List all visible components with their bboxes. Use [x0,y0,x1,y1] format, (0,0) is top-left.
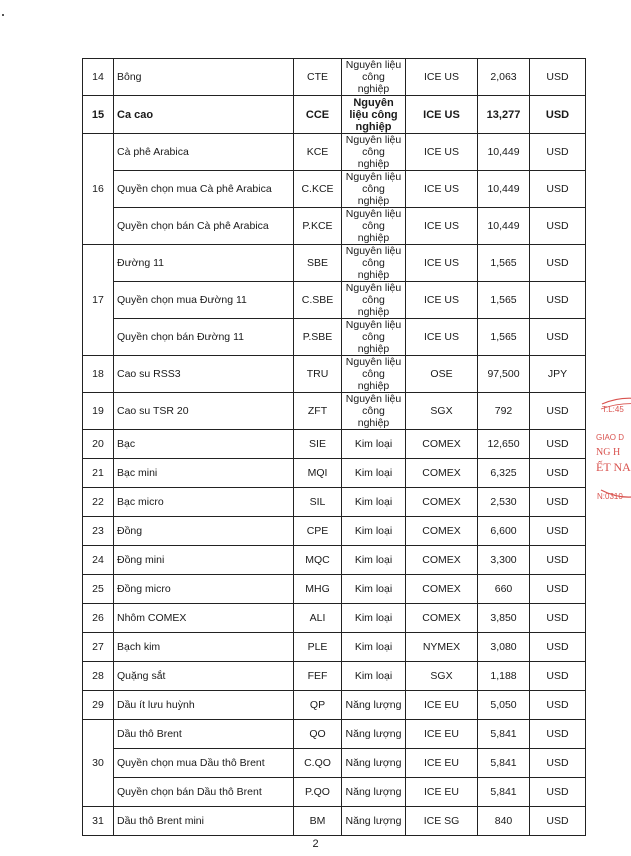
exchange: ICE EU [406,720,478,749]
commodity-code: C.SBE [294,282,342,319]
commodity-code: MHG [294,575,342,604]
margin-value: 13,277 [478,96,530,134]
commodity-name: Dầu thô Brent mini [114,807,294,836]
margin-value: 6,325 [478,459,530,488]
commodity-group: Năng lượng [342,691,406,720]
margin-value: 5,841 [478,778,530,807]
margin-value: 12,650 [478,430,530,459]
margin-value: 10,449 [478,134,530,171]
commodity-code: C.QO [294,749,342,778]
table-row [83,245,586,282]
exchange: COMEX [406,604,478,633]
exchange: SGX [406,662,478,691]
commodity-group: Kim loại [342,488,406,517]
table-body [83,59,586,836]
commodity-group: Nguyên liệu công nghiệp [342,134,406,171]
commodity-name: Quyền chọn bán Dầu thô Brent [114,778,294,807]
commodity-code: TRU [294,356,342,393]
table-row [83,720,586,749]
margin-value: 3,300 [478,546,530,575]
currency: USD [530,245,586,282]
exchange: ICE US [406,282,478,319]
commodity-name: Ca cao [114,96,294,134]
table-row [83,134,586,171]
row-number: 29 [83,691,114,720]
currency: USD [530,517,586,546]
currency: USD [530,488,586,517]
seal-line-3: NG H [596,447,621,458]
table-row [83,662,586,691]
margin-value: 1,565 [478,282,530,319]
commodity-group: Kim loại [342,604,406,633]
commodity-group: Kim loại [342,662,406,691]
margin-value: 97,500 [478,356,530,393]
commodity-name: Bạch kim [114,633,294,662]
commodity-group: Nguyên liệu công nghiệp [342,245,406,282]
commodity-code: CPE [294,517,342,546]
exchange: ICE US [406,96,478,134]
currency: USD [530,393,586,430]
exchange: COMEX [406,517,478,546]
margin-value: 1,565 [478,319,530,356]
row-number: 28 [83,662,114,691]
commodity-group: Nguyên liệu công nghiệp [342,208,406,245]
commodity-code: SIE [294,430,342,459]
commodity-code: QO [294,720,342,749]
commodity-name: Quyền chọn mua Cà phê Arabica [114,171,294,208]
company-seal [592,382,631,512]
table-row [83,807,586,836]
scan-speck [2,14,4,16]
margin-value: 6,600 [478,517,530,546]
currency: USD [530,430,586,459]
commodity-code: SIL [294,488,342,517]
commodity-code: MQC [294,546,342,575]
row-number: 16 [83,134,114,245]
exchange: ICE EU [406,778,478,807]
commodity-group: Nguyên liệu công nghiệp [342,96,406,134]
margin-value: 1,565 [478,245,530,282]
currency: USD [530,633,586,662]
seal-line-4: ẾT NA [596,460,631,474]
table-row [83,356,586,393]
currency: USD [530,134,586,171]
commodity-name: Nhôm COMEX [114,604,294,633]
table-row [83,633,586,662]
margin-value: 3,850 [478,604,530,633]
table-row [83,691,586,720]
commodity-code: FEF [294,662,342,691]
commodity-code: QP [294,691,342,720]
exchange: NYMEX [406,633,478,662]
commodity-code: BM [294,807,342,836]
exchange: ICE US [406,59,478,96]
row-number: 18 [83,356,114,393]
row-number: 19 [83,393,114,430]
commodity-code: CTE [294,59,342,96]
table-row [83,459,586,488]
table-row [83,517,586,546]
row-number: 21 [83,459,114,488]
row-number: 23 [83,517,114,546]
table-row [83,59,586,96]
commodity-name: Bạc [114,430,294,459]
commodity-code: PLE [294,633,342,662]
commodity-name: Đồng micro [114,575,294,604]
currency: JPY [530,356,586,393]
exchange: ICE US [406,208,478,245]
commodity-name: Bạc mini [114,459,294,488]
seal-line-1: T.L:45 [602,405,624,414]
exchange: COMEX [406,459,478,488]
commodity-code: CCE [294,96,342,134]
commodity-name: Cao su RSS3 [114,356,294,393]
page-number: 2 [312,838,319,850]
table-row [83,546,586,575]
commodity-group: Nguyên liệu công nghiệp [342,393,406,430]
currency: USD [530,662,586,691]
currency: USD [530,604,586,633]
currency: USD [530,575,586,604]
commodity-group: Kim loại [342,575,406,604]
currency: USD [530,59,586,96]
table-row [83,208,586,245]
commodity-code: C.KCE [294,171,342,208]
row-number: 22 [83,488,114,517]
commodity-group: Kim loại [342,517,406,546]
commodity-name: Quặng sắt [114,662,294,691]
commodity-group: Năng lượng [342,720,406,749]
exchange: COMEX [406,575,478,604]
exchange: ICE US [406,319,478,356]
currency: USD [530,171,586,208]
commodity-group: Kim loại [342,633,406,662]
commodity-name: Đồng [114,517,294,546]
table-row [83,488,586,517]
commodity-group: Năng lượng [342,749,406,778]
commodity-group: Kim loại [342,459,406,488]
currency: USD [530,319,586,356]
table-row [83,96,586,134]
exchange: ICE US [406,245,478,282]
table-row [83,749,586,778]
commodity-group: Kim loại [342,430,406,459]
exchange: COMEX [406,546,478,575]
currency: USD [530,720,586,749]
commodity-code: ZFT [294,393,342,430]
exchange: OSE [406,356,478,393]
commodity-name: Quyền chọn mua Dầu thô Brent [114,749,294,778]
commodity-group: Nguyên liệu công nghiệp [342,59,406,96]
exchange: COMEX [406,430,478,459]
commodity-group: Kim loại [342,546,406,575]
commodity-margin-table [82,58,586,836]
commodity-name: Quyền chọn mua Đường 11 [114,282,294,319]
margin-value: 660 [478,575,530,604]
row-number: 31 [83,807,114,836]
row-number: 25 [83,575,114,604]
table-row [83,575,586,604]
exchange: SGX [406,393,478,430]
exchange: ICE US [406,134,478,171]
margin-value: 840 [478,807,530,836]
row-number: 15 [83,96,114,134]
commodity-group: Nguyên liệu công nghiệp [342,171,406,208]
seal-line-2: GIAO D [596,433,625,442]
commodity-code: SBE [294,245,342,282]
currency: USD [530,807,586,836]
currency: USD [530,778,586,807]
exchange: ICE SG [406,807,478,836]
margin-value: 5,841 [478,749,530,778]
row-number: 20 [83,430,114,459]
margin-value: 2,530 [478,488,530,517]
row-number: 14 [83,59,114,96]
margin-value: 2,063 [478,59,530,96]
currency: USD [530,749,586,778]
margin-value: 5,050 [478,691,530,720]
row-number: 30 [83,720,114,807]
margin-value: 10,449 [478,208,530,245]
row-number: 26 [83,604,114,633]
table-row [83,282,586,319]
row-number: 27 [83,633,114,662]
table-row [83,319,586,356]
exchange: ICE EU [406,691,478,720]
currency: USD [530,691,586,720]
currency: USD [530,208,586,245]
currency: USD [530,96,586,134]
exchange: ICE EU [406,749,478,778]
commodity-name: Cà phê Arabica [114,134,294,171]
commodity-group: Nguyên liệu công nghiệp [342,319,406,356]
commodity-name: Đường 11 [114,245,294,282]
table-row [83,171,586,208]
margin-value: 5,841 [478,720,530,749]
commodity-name: Bông [114,59,294,96]
commodity-name: Dầu thô Brent [114,720,294,749]
commodity-name: Quyền chọn bán Đường 11 [114,319,294,356]
table-row [83,778,586,807]
margin-value: 1,188 [478,662,530,691]
commodity-code: P.QO [294,778,342,807]
commodity-group: Năng lượng [342,807,406,836]
commodity-group: Nguyên liệu công nghiệp [342,356,406,393]
seal-line-5: N:0310 [597,492,623,501]
commodity-group: Nguyên liệu công nghiệp [342,282,406,319]
commodity-name: Bạc micro [114,488,294,517]
commodity-code: ALI [294,604,342,633]
commodity-code: P.SBE [294,319,342,356]
table-row [83,393,586,430]
exchange: COMEX [406,488,478,517]
commodity-name: Cao su TSR 20 [114,393,294,430]
commodity-name: Quyền chọn bán Cà phê Arabica [114,208,294,245]
table-row [83,430,586,459]
margin-value: 792 [478,393,530,430]
margin-value: 10,449 [478,171,530,208]
currency: USD [530,546,586,575]
commodity-code: MQI [294,459,342,488]
row-number: 17 [83,245,114,356]
table-row [83,604,586,633]
currency: USD [530,459,586,488]
row-number: 24 [83,546,114,575]
exchange: ICE US [406,171,478,208]
commodity-code: KCE [294,134,342,171]
commodity-code: P.KCE [294,208,342,245]
commodity-name: Đồng mini [114,546,294,575]
commodity-name: Dầu ít lưu huỳnh [114,691,294,720]
currency: USD [530,282,586,319]
commodity-group: Năng lượng [342,778,406,807]
margin-value: 3,080 [478,633,530,662]
